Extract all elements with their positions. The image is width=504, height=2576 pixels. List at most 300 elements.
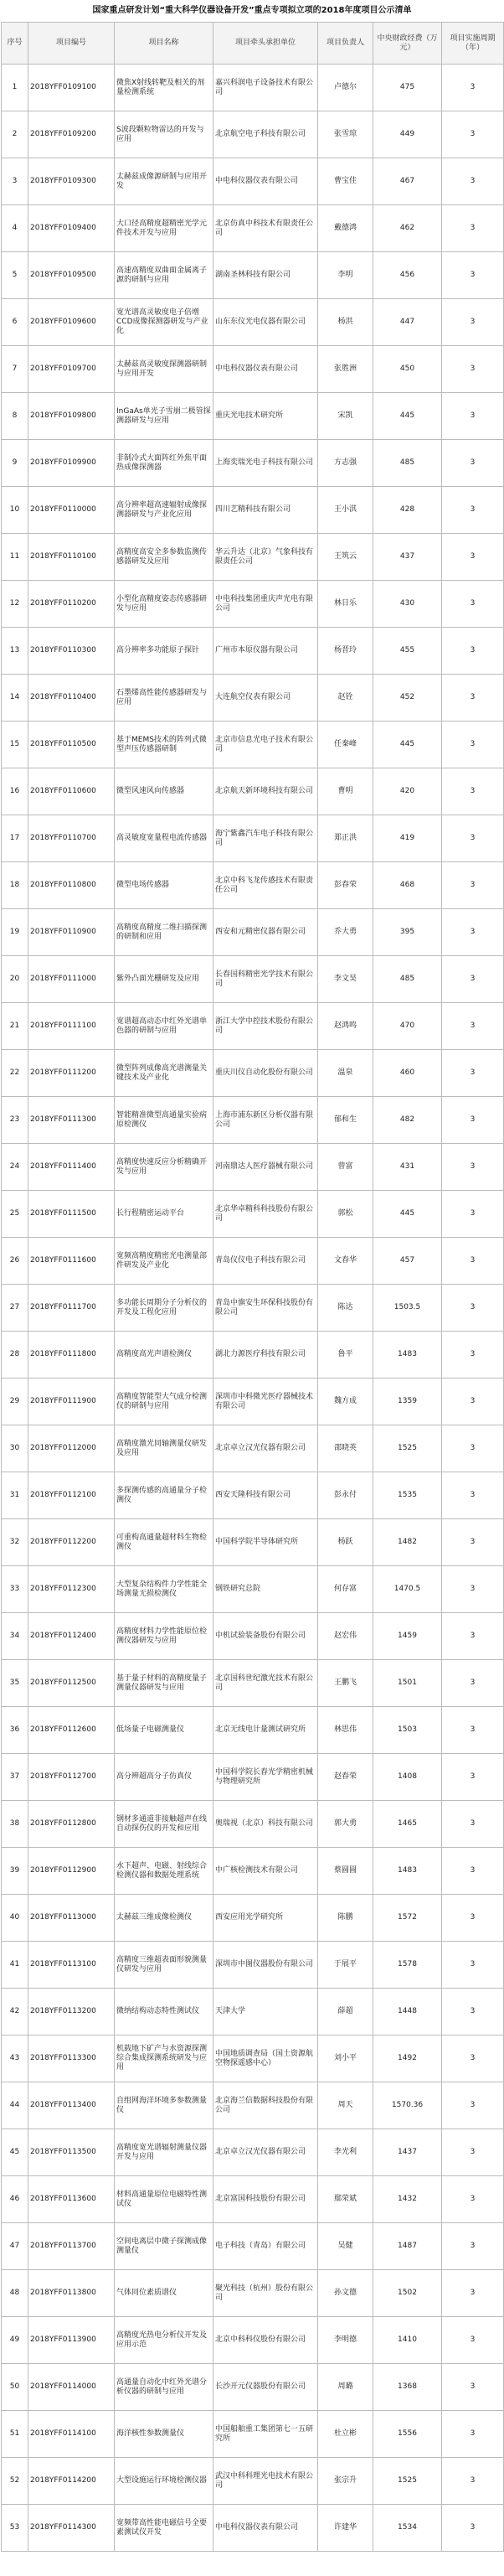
cell-project-leader: 李明德 [318,2317,373,2364]
cell-lead-organization: 电子科技（青岛）有限公司 [213,2223,318,2270]
cell-project-leader: 王小淇 [318,487,373,534]
cell-project-number: 2018YFF0111800 [28,1332,115,1379]
cell-project-number: 2018YFF0109100 [28,65,115,111]
cell-project-name: 高灵敏度宽量程电流传感器 [115,815,213,862]
cell-index: 43 [2,2035,28,2082]
cell-implementation-period: 3 [442,65,504,111]
cell-central-funding: 1535 [373,1472,442,1519]
cell-project-number: 2018YFF0111400 [28,1144,115,1191]
cell-implementation-period: 3 [442,111,504,158]
cell-project-leader: 赵鸿鸣 [318,1003,373,1050]
cell-project-number: 2018YFF0114300 [28,2505,115,2552]
cell-index: 12 [2,581,28,628]
header-index: 序号 [2,23,28,65]
cell-implementation-period: 3 [442,1848,504,1895]
header-project-number: 项目编号 [28,23,115,65]
cell-lead-organization: 重庆川仪自动化股份有限公司 [213,1050,318,1097]
cell-project-number: 2018YFF0110400 [28,675,115,722]
cell-project-name: 低场量子电磁测量仪 [115,1707,213,1754]
cell-project-leader: 薛超 [318,1989,373,2035]
table-row [2,2176,504,2223]
cell-implementation-period: 3 [442,722,504,768]
cell-central-funding: 1502 [373,2270,442,2317]
table-row [2,1613,504,1660]
cell-lead-organization: 深圳市中科微光医疗器械技术有限公司 [213,1379,318,1425]
cell-central-funding: 482 [373,1097,442,1144]
table-row [2,1425,504,1472]
cell-implementation-period: 3 [442,1238,504,1285]
cell-implementation-period: 3 [442,2458,504,2505]
table-row [2,1050,504,1097]
header-project-leader: 项目负责人 [318,23,373,65]
cell-project-name: 材料高通量原位电磁特性测试仪 [115,2176,213,2223]
cell-project-leader: 何存富 [318,1566,373,1613]
cell-project-name: 高分辨率多功能原子探针 [115,628,213,675]
table-row [2,2129,504,2176]
cell-project-number: 2018YFF0110200 [28,581,115,628]
cell-project-name: 高精度材料力学性能原位检测仪器研发与应用 [115,1613,213,1660]
cell-implementation-period: 3 [442,1285,504,1332]
cell-lead-organization: 奥瑞视（北京）科技有限公司 [213,1801,318,1848]
cell-implementation-period: 3 [442,2082,504,2129]
cell-project-number: 2018YFF0109700 [28,346,115,393]
cell-implementation-period: 3 [442,1425,504,1472]
table-row [2,1238,504,1285]
cell-implementation-period: 3 [442,1472,504,1519]
cell-lead-organization: 北京中科飞龙传感技术有限责任公司 [213,862,318,909]
cell-lead-organization: 上海奕瑞光电子科技有限公司 [213,440,318,487]
cell-implementation-period: 3 [442,1191,504,1238]
cell-central-funding: 1437 [373,2129,442,2176]
cell-project-number: 2018YFF0113900 [28,2317,115,2364]
cell-central-funding: 456 [373,252,442,299]
cell-lead-organization: 西安和元精密仪器有限公司 [213,909,318,956]
header-project-name: 项目名称 [115,23,213,65]
cell-project-leader: 杨跃 [318,1519,373,1566]
cell-central-funding: 431 [373,1144,442,1191]
cell-implementation-period: 3 [442,862,504,909]
table-row [2,1848,504,1895]
cell-lead-organization: 四川艺精科技有限公司 [213,487,318,534]
cell-project-number: 2018YFF0112700 [28,1754,115,1801]
cell-central-funding: 467 [373,158,442,205]
cell-project-leader: 郁和生 [318,1097,373,1144]
cell-project-name: 大型设施运行环境检测仪器 [115,2458,213,2505]
page-title: 国家重点研发计划“重大科学仪器设备开发”重点专项拟立项的2018年度项目公示清单 [92,6,412,15]
cell-central-funding: 1408 [373,1754,442,1801]
cell-project-leader: 赵春荣 [318,1754,373,1801]
cell-central-funding: 428 [373,487,442,534]
table-row [2,252,504,299]
cell-project-name: 微焦X射线转靶及相关的剂量检测系统 [115,65,213,111]
cell-project-number: 2018YFF0110800 [28,862,115,909]
cell-implementation-period: 3 [442,1801,504,1848]
cell-central-funding: 1534 [373,2505,442,2552]
cell-project-number: 2018YFF0113600 [28,2176,115,2223]
cell-lead-organization: 北京富国科技股份有限公司 [213,2176,318,2223]
cell-central-funding: 1578 [373,1942,442,1989]
cell-implementation-period: 3 [442,2270,504,2317]
cell-project-name: 高精度激光同轴测量仪研发及应用 [115,1425,213,1472]
table-row [2,1519,504,1566]
cell-project-number: 2018YFF0111200 [28,1050,115,1097]
cell-index: 20 [2,956,28,1003]
cell-project-leader: 林思伟 [318,1707,373,1754]
cell-central-funding: 420 [373,768,442,815]
cell-project-number: 2018YFF0111000 [28,956,115,1003]
cell-index: 9 [2,440,28,487]
cell-project-name: 气体同位素质谱仪 [115,2270,213,2317]
cell-central-funding: 1459 [373,1613,442,1660]
cell-lead-organization: 北京市信息光电子技术有限公司 [213,722,318,768]
cell-implementation-period: 3 [442,909,504,956]
cell-project-leader: 杨晋玲 [318,628,373,675]
cell-project-number: 2018YFF0113000 [28,1895,115,1942]
cell-implementation-period: 3 [442,2176,504,2223]
cell-index: 34 [2,1613,28,1660]
cell-lead-organization: 钢铁研究总院 [213,1566,318,1613]
cell-central-funding: 1410 [373,2317,442,2364]
cell-project-name: 高精度快速反应分析精确开发与应用 [115,1144,213,1191]
cell-implementation-period: 3 [442,2364,504,2411]
cell-project-leader: 刘小平 [318,2035,373,2082]
cell-implementation-period: 3 [442,1942,504,1989]
cell-index: 15 [2,722,28,768]
table-row [2,487,504,534]
cell-index: 39 [2,1848,28,1895]
cell-central-funding: 437 [373,534,442,581]
cell-project-leader: 郑正洪 [318,815,373,862]
cell-project-leader: 吴健 [318,2223,373,2270]
cell-implementation-period: 3 [442,1332,504,1379]
cell-index: 29 [2,1379,28,1425]
cell-project-number: 2018YFF0110000 [28,487,115,534]
cell-lead-organization: 北京中科科仪股份有限公司 [213,2317,318,2364]
cell-project-number: 2018YFF0112800 [28,1801,115,1848]
table-row [2,815,504,862]
table-row [2,1566,504,1613]
cell-project-number: 2018YFF0112100 [28,1472,115,1519]
cell-project-name: 宽光谱高灵敏度电子倍增CCD成像探测器研发与产业化 [115,299,213,346]
cell-project-name: 高通量自动化中红外光谱分析仪器的研制与应用 [115,2364,213,2411]
cell-lead-organization: 长沙开元仪器股份有限公司 [213,2364,318,2411]
table-row [2,1191,504,1238]
cell-project-leader: 陈达 [318,1285,373,1332]
cell-central-funding: 1525 [373,2458,442,2505]
cell-implementation-period: 3 [442,205,504,252]
cell-project-number: 2018YFF0111600 [28,1238,115,1285]
cell-project-number: 2018YFF0111900 [28,1379,115,1425]
cell-index: 37 [2,1754,28,1801]
cell-project-leader: 杨洪 [318,299,373,346]
cell-central-funding: 1359 [373,1379,442,1425]
cell-lead-organization: 西安应用光学研究所 [213,1895,318,1942]
cell-project-name: 自组网海洋环境多参数测量仪 [115,2082,213,2129]
cell-lead-organization: 湖南圣林科技有限公司 [213,252,318,299]
cell-lead-organization: 湖北力源医疗科技有限公司 [213,1332,318,1379]
cell-project-number: 2018YFF0109300 [28,158,115,205]
cell-central-funding: 470 [373,1003,442,1050]
cell-lead-organization: 广州市本原仪器有限公司 [213,628,318,675]
cell-project-number: 2018YFF0112000 [28,1425,115,1472]
cell-project-name: 宽频带高性能电磁信号全要素测试仪开发 [115,2505,213,2552]
cell-index: 27 [2,1285,28,1332]
cell-project-leader: 魏方成 [318,1379,373,1425]
cell-index: 50 [2,2364,28,2411]
table-row [2,440,504,487]
cell-index: 10 [2,487,28,534]
cell-index: 46 [2,2176,28,2223]
cell-lead-organization: 北京航天新环境科技有限公司 [213,768,318,815]
cell-lead-organization: 青岛仪仪电子科技有限公司 [213,1238,318,1285]
cell-central-funding: 445 [373,393,442,440]
cell-lead-organization: 中广核检测技术有限公司 [213,1848,318,1895]
cell-lead-organization: 北京卓立汉光仪器有限公司 [213,2129,318,2176]
cell-lead-organization: 中电科仪器仪表有限公司 [213,346,318,393]
cell-project-name: 高精度光热电分析仪开发及应用示范 [115,2317,213,2364]
cell-index: 47 [2,2223,28,2270]
cell-index: 52 [2,2458,28,2505]
cell-implementation-period: 3 [442,628,504,675]
table-row [2,2411,504,2458]
table-row [2,1097,504,1144]
cell-central-funding: 460 [373,1050,442,1097]
table-row [2,768,504,815]
cell-index: 28 [2,1332,28,1379]
cell-lead-organization: 嘉兴科润电子设备技术有限公司 [213,65,318,111]
cell-index: 13 [2,628,28,675]
cell-index: 48 [2,2270,28,2317]
table-row [2,2364,504,2411]
cell-project-number: 2018YFF0111300 [28,1097,115,1144]
cell-lead-organization: 青岛中旗安生环保科技股份有限公司 [213,1285,318,1332]
table-row [2,2223,504,2270]
cell-lead-organization: 北京华卓精科科技股份有限公司 [213,1191,318,1238]
cell-project-name: 宽频高精度精密光电测量部件研发及产业化 [115,1238,213,1285]
cell-index: 19 [2,909,28,956]
cell-implementation-period: 3 [442,675,504,722]
cell-implementation-period: 3 [442,2035,504,2082]
cell-lead-organization: 上海市浦东新区分析仪器有限公司 [213,1097,318,1144]
cell-central-funding: 430 [373,581,442,628]
cell-project-number: 2018YFF0109800 [28,393,115,440]
cell-project-leader: 鲁平 [318,1332,373,1379]
cell-index: 7 [2,346,28,393]
cell-project-name: 大口径高精度超精密光学元件技术开发与应用 [115,205,213,252]
cell-project-name: InGaAs单光子雪崩二极管探测器研发与应用 [115,393,213,440]
table-row [2,1003,504,1050]
cell-implementation-period: 3 [442,1895,504,1942]
table-row [2,2458,504,2505]
cell-implementation-period: 3 [442,252,504,299]
cell-project-leader: 张雪琼 [318,111,373,158]
cell-project-number: 2018YFF0110700 [28,815,115,862]
table-body [2,65,504,2552]
table-row [2,299,504,346]
cell-project-number: 2018YFF0110900 [28,909,115,956]
cell-project-leader: 许建华 [318,2505,373,2552]
cell-project-leader: 温泉 [318,1050,373,1097]
cell-lead-organization: 北京无线电计量测试研究所 [213,1707,318,1754]
cell-project-name: 高精度宽光谱辐射测量仪器开发与应用 [115,2129,213,2176]
cell-central-funding: 1503.5 [373,1285,442,1332]
cell-project-name: 紫外凸面光栅研发及应用 [115,956,213,1003]
cell-lead-organization: 北京国科世纪激光技术有限公司 [213,1660,318,1707]
cell-project-name: 海洋核性参数测量仪 [115,2411,213,2458]
cell-project-leader: 于展平 [318,1942,373,1989]
cell-project-number: 2018YFF0113500 [28,2129,115,2176]
cell-central-funding: 452 [373,675,442,722]
cell-project-leader: 李明 [318,252,373,299]
cell-project-leader: 张宗升 [318,2458,373,2505]
cell-central-funding: 447 [373,299,442,346]
cell-lead-organization: 山东东仪光电仪器有限公司 [213,299,318,346]
cell-central-funding: 1492 [373,2035,442,2082]
cell-index: 25 [2,1191,28,1238]
cell-project-name: 基于MEMS技术的阵列式微型声压传感器研制 [115,722,213,768]
cell-project-number: 2018YFF0110500 [28,722,115,768]
table-row [2,393,504,440]
cell-index: 18 [2,862,28,909]
cell-lead-organization: 中国地质调查局（国土资源航空物探遥感中心） [213,2035,318,2082]
cell-implementation-period: 3 [442,1050,504,1097]
cell-project-name: 高分辨率超高速辐射成像探测器研发与产业化应用 [115,487,213,534]
cell-central-funding: 468 [373,862,442,909]
cell-project-leader: 曹宝佳 [318,158,373,205]
cell-implementation-period: 3 [442,1707,504,1754]
cell-project-leader: 王筑云 [318,534,373,581]
cell-lead-organization: 大连航空仪表有限公司 [213,675,318,722]
cell-index: 42 [2,1989,28,2035]
cell-project-number: 2018YFF0110300 [28,628,115,675]
cell-implementation-period: 3 [442,1379,504,1425]
cell-project-leader: 陈鹏 [318,1895,373,1942]
cell-index: 45 [2,2129,28,2176]
cell-project-number: 2018YFF0109600 [28,299,115,346]
cell-project-leader: 赵铨 [318,675,373,722]
cell-lead-organization: 中电科仪器仪表有限公司 [213,2505,318,2552]
cell-project-name: 机载地下矿产与水资源探测综合集成探测系统研发与应用 [115,2035,213,2082]
cell-project-name: 微型风速风向传感器 [115,768,213,815]
cell-central-funding: 1570.36 [373,2082,442,2129]
cell-project-leader: 鄢荣斌 [318,2176,373,2223]
table-row [2,1895,504,1942]
cell-index: 40 [2,1895,28,1942]
cell-lead-organization: 河南鼎达人医疗器械有限公司 [213,1144,318,1191]
cell-project-leader: 张胜洲 [318,346,373,393]
cell-project-name: 宽谱超高动态中红外光谱单色器的研制与应用 [115,1003,213,1050]
cell-lead-organization: 中电科仪器仪表有限公司 [213,158,318,205]
cell-project-name: 多探测传感的高通量分子检测仪 [115,1472,213,1519]
table-row [2,1707,504,1754]
table-row [2,1144,504,1191]
cell-implementation-period: 3 [442,956,504,1003]
cell-project-number: 2018YFF0109500 [28,252,115,299]
cell-project-number: 2018YFF0114100 [28,2411,115,2458]
cell-lead-organization: 深圳市中图仪器股份有限公司 [213,1942,318,1989]
cell-central-funding: 450 [373,346,442,393]
cell-project-name: 微型电场传感器 [115,862,213,909]
cell-central-funding: 449 [373,111,442,158]
cell-implementation-period: 3 [442,1144,504,1191]
cell-project-leader: 方志强 [318,440,373,487]
table-row [2,2317,504,2364]
cell-project-number: 2018YFF0111700 [28,1285,115,1332]
cell-implementation-period: 3 [442,1097,504,1144]
cell-implementation-period: 3 [442,2505,504,2552]
cell-lead-organization: 天津大学 [213,1989,318,2035]
header-lead-organization: 项目牵头承担单位 [213,23,318,65]
cell-project-number: 2018YFF0112600 [28,1707,115,1754]
cell-index: 35 [2,1660,28,1707]
cell-central-funding: 1483 [373,1848,442,1895]
cell-project-leader: 孙文德 [318,2270,373,2317]
cell-project-number: 2018YFF0112900 [28,1848,115,1895]
cell-central-funding: 455 [373,628,442,675]
table-row [2,1472,504,1519]
cell-lead-organization: 中国船舶重工集团第七一五研究所 [213,2411,318,2458]
cell-project-leader: 彭永付 [318,1472,373,1519]
cell-central-funding: 1482 [373,1519,442,1566]
header-row [2,23,504,65]
cell-project-number: 2018YFF0114000 [28,2364,115,2411]
cell-project-leader: 任秦峰 [318,722,373,768]
cell-lead-organization: 北京卓立汉光仪器有限公司 [213,1425,318,1472]
cell-project-leader: 王鹏飞 [318,1660,373,1707]
cell-index: 33 [2,1566,28,1613]
cell-central-funding: 419 [373,815,442,862]
cell-central-funding: 475 [373,65,442,111]
cell-project-number: 2018YFF0112300 [28,1566,115,1613]
header-central-funding: 中央财政经费（万元） [373,23,442,65]
cell-project-name: 小型化高精度姿态传感器研发与应用 [115,581,213,628]
cell-project-name: 非制冷式大面阵红外焦平面热成像探测器 [115,440,213,487]
cell-project-name: 微纳结构动态特性测试仪 [115,1989,213,2035]
cell-project-leader: 郭大勇 [318,1801,373,1848]
table-row [2,1754,504,1801]
cell-lead-organization: 北京仿真中科技术有限责任公司 [213,205,318,252]
cell-index: 2 [2,111,28,158]
table-row [2,2035,504,2082]
cell-index: 38 [2,1801,28,1848]
cell-project-leader: 彭春荣 [318,862,373,909]
cell-central-funding: 1448 [373,1989,442,2035]
cell-lead-organization: 华云升达（北京）气象科技有限责任公司 [213,534,318,581]
cell-project-name: 高精度高光声谱检测仪 [115,1332,213,1379]
table-row [2,1379,504,1425]
table-row [2,1942,504,1989]
cell-central-funding: 1501 [373,1660,442,1707]
table-row [2,205,504,252]
cell-lead-organization: 北京海兰信数据科技股份有限公司 [213,2082,318,2129]
cell-project-leader: 戴德鸿 [318,205,373,252]
cell-project-name: 石墨烯高性能传感器研发与应用 [115,675,213,722]
table-row [2,346,504,393]
cell-project-leader: 杜立彬 [318,2411,373,2458]
cell-implementation-period: 3 [442,440,504,487]
cell-lead-organization: 武汉中科科理光电技术有限公司 [213,2458,318,2505]
cell-project-number: 2018YFF0109400 [28,205,115,252]
cell-index: 14 [2,675,28,722]
cell-project-number: 2018YFF0111500 [28,1191,115,1238]
cell-central-funding: 485 [373,440,442,487]
cell-index: 16 [2,768,28,815]
table-row [2,909,504,956]
cell-index: 24 [2,1144,28,1191]
cell-index: 49 [2,2317,28,2364]
cell-index: 4 [2,205,28,252]
cell-central-funding: 1432 [373,2176,442,2223]
